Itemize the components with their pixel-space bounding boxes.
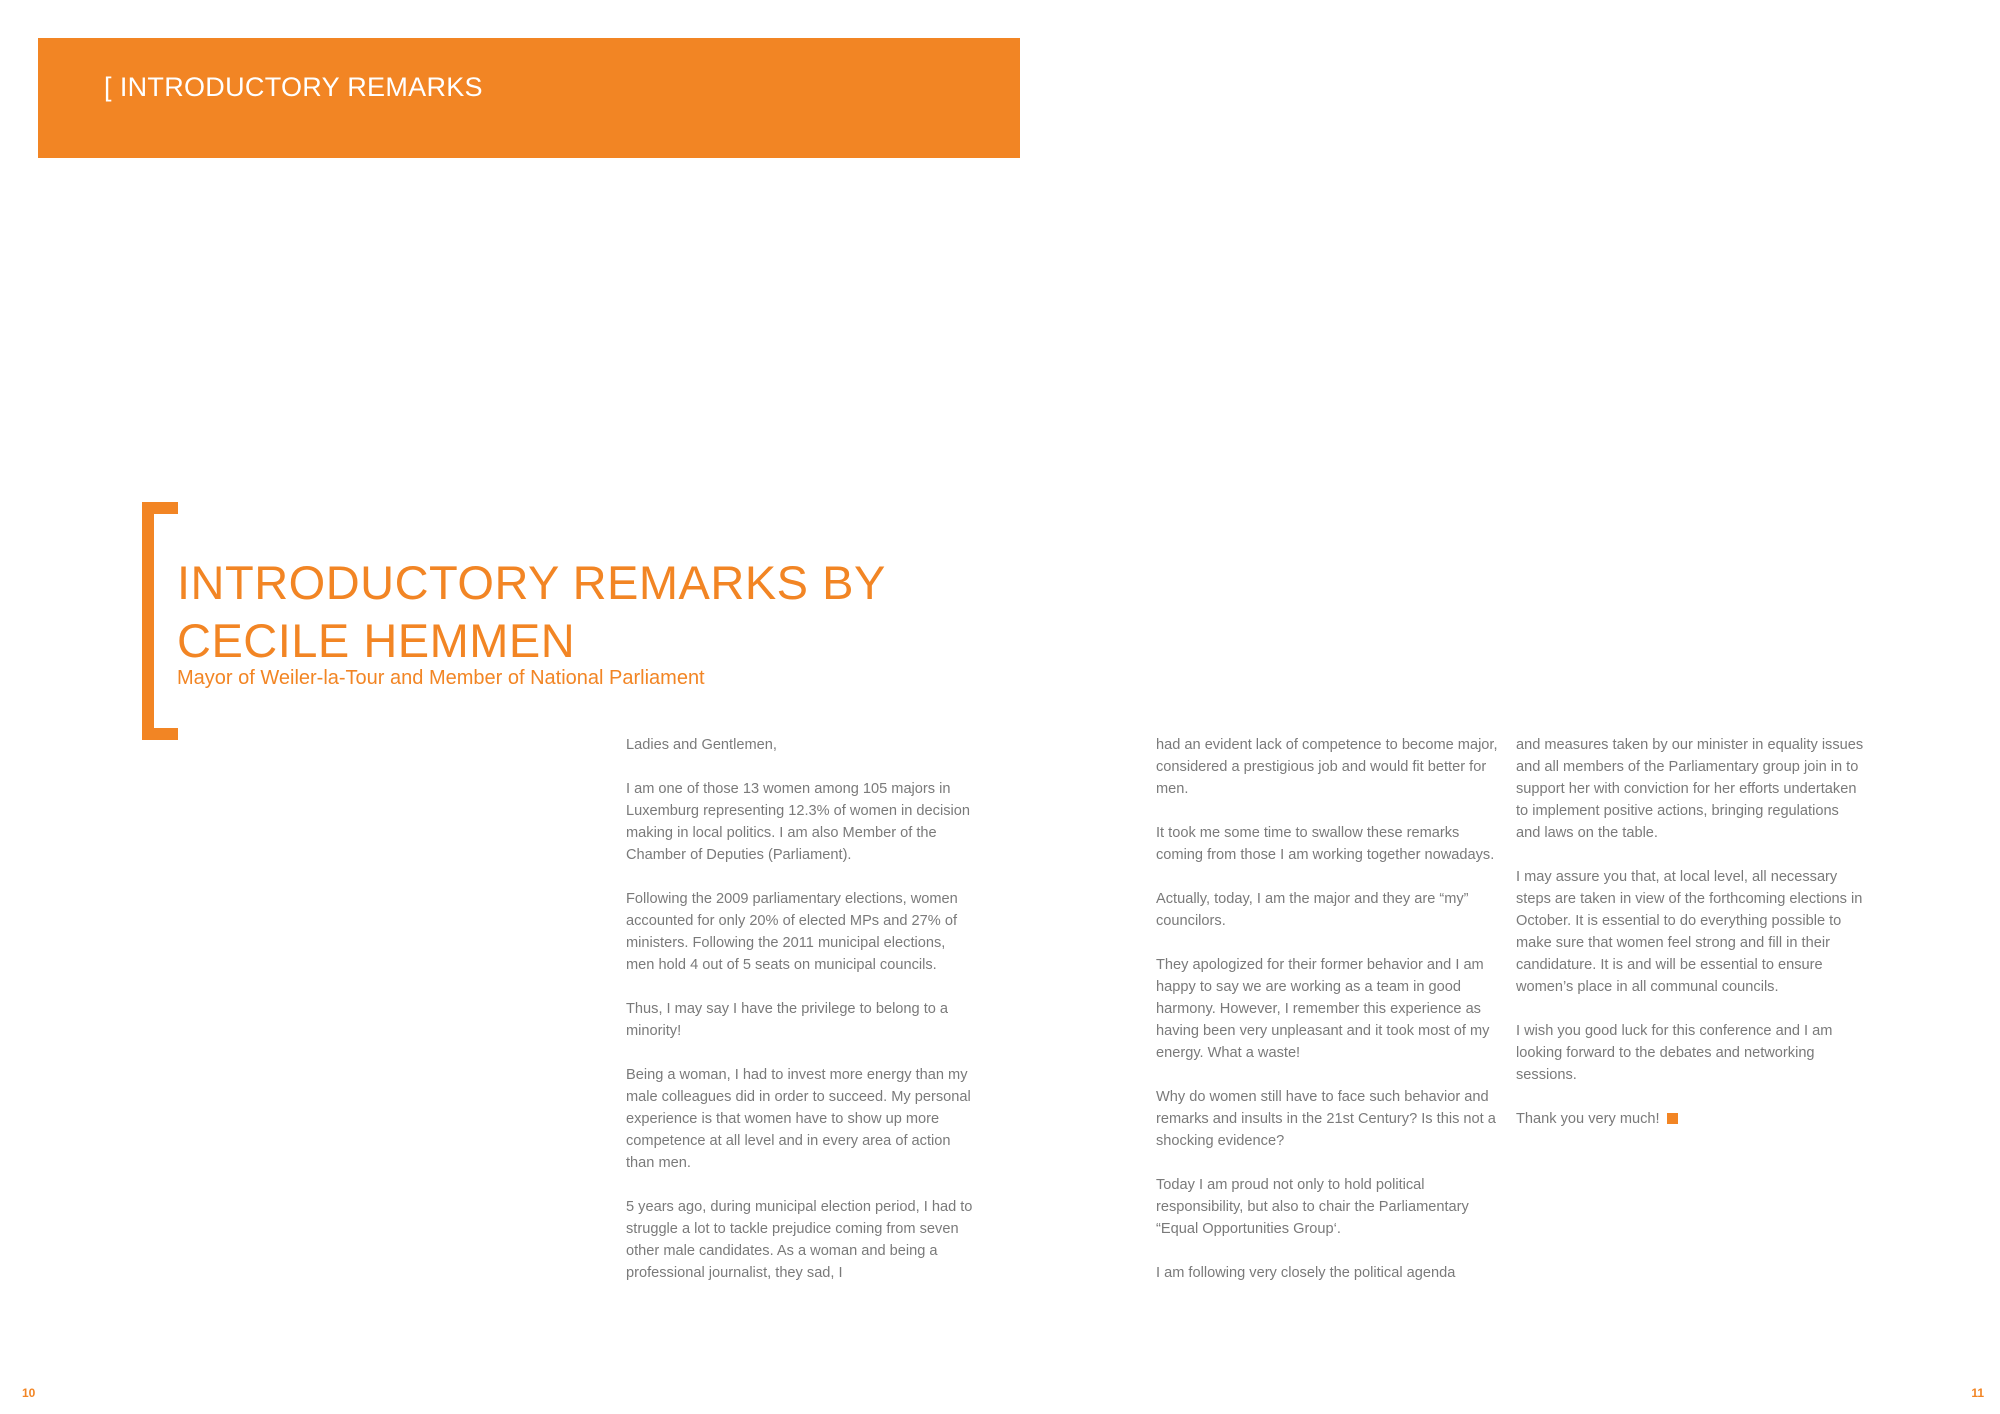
page-number-left: 10 xyxy=(22,1386,36,1400)
paragraph: Today I am proud not only to hold political responsibility, but also to chair the Parliamentary “Equal Opportunities Group‘. xyxy=(1156,1177,1469,1237)
closing-text: Thank you very much! xyxy=(1516,1111,1660,1127)
end-square-icon xyxy=(1667,1113,1678,1124)
paragraph: Following the 2009 parliamentary elections, women accounted for only 20% of elected MPs and 27% of ministers. Following the 2011 municipal elections, men hold 4 out of 5 seats on municipal councils. xyxy=(626,891,958,973)
paragraph: had an evident lack of competence to become major, considered a prestigious job and would fit better for men. xyxy=(1156,737,1498,797)
paragraph: Ladies and Gentlemen, xyxy=(626,737,777,753)
article-title-line-2: CECILE HEMMEN xyxy=(177,614,576,667)
article-subtitle: Mayor of Weiler-la-Tour and Member of National Parliament xyxy=(177,667,705,689)
paragraph: I am one of those 13 women among 105 majors in Luxemburg representing 12.3% of women in decision making in local politics. I am also Member of the Chamber of Deputies (Parliament). xyxy=(626,781,970,863)
paragraph: I may assure you that, at local level, all necessary steps are taken in view of the forthcoming elections in October. It is essential to do everything possible to make sure that women feel strong and fill in their candidature. It is and will be essential to ensure women’s place in all communal councils. xyxy=(1516,869,1863,995)
paragraph: and measures taken by our minister in equality issues and all members of the Parliamentary group join in to support her with conviction for her efforts undertaken to implement positive actions, bringing regulations and laws on the table. xyxy=(1516,737,1864,841)
text-column-3 xyxy=(1516,734,1866,1130)
paragraph: It took me some time to swallow these remarks coming from those I am working together nowadays. xyxy=(1156,825,1495,863)
paragraph: I am following very closely the political agenda xyxy=(1156,1265,1456,1281)
article-title-line-1: INTRODUCTORY REMARKS BY xyxy=(177,556,886,609)
paragraph: Why do women still have to face such behavior and remarks and insults in the 21st Century? Is this not a shocking evidence? xyxy=(1156,1089,1496,1149)
page-number-right: 11 xyxy=(1971,1386,1984,1400)
bracket-mark: [ xyxy=(104,72,112,102)
article-title xyxy=(177,554,977,670)
paragraph: They apologized for their former behavior and I am happy to say we are working as a team in good harmony. However, I remember this experience as having been very unpleasant and it took most of my energy. What a waste! xyxy=(1156,957,1490,1061)
paragraph: I wish you good luck for this conference and I am looking forward to the debates and networking sessions. xyxy=(1516,1023,1833,1083)
text-column-2 xyxy=(1156,734,1506,1284)
closing-paragraph xyxy=(1516,1108,1866,1130)
section-header xyxy=(104,72,483,103)
section-title: INTRODUCTORY REMARKS xyxy=(119,72,483,102)
title-bracket-decoration xyxy=(142,502,178,740)
text-column-1 xyxy=(626,734,976,1284)
paragraph: Thus, I may say I have the privilege to belong to a minority! xyxy=(626,1001,949,1039)
paragraph: 5 years ago, during municipal election period, I had to struggle a lot to tackle prejudice coming from seven other male candidates. As a woman and being a professional journalist, they sad, I xyxy=(626,1199,973,1281)
paragraph: Being a woman, I had to invest more energy than my male colleagues did in order to succeed. My personal experience is that women have to show up more competence at all level and in every area of action than men. xyxy=(626,1067,971,1171)
paragraph: Actually, today, I am the major and they are “my” councilors. xyxy=(1156,891,1469,929)
